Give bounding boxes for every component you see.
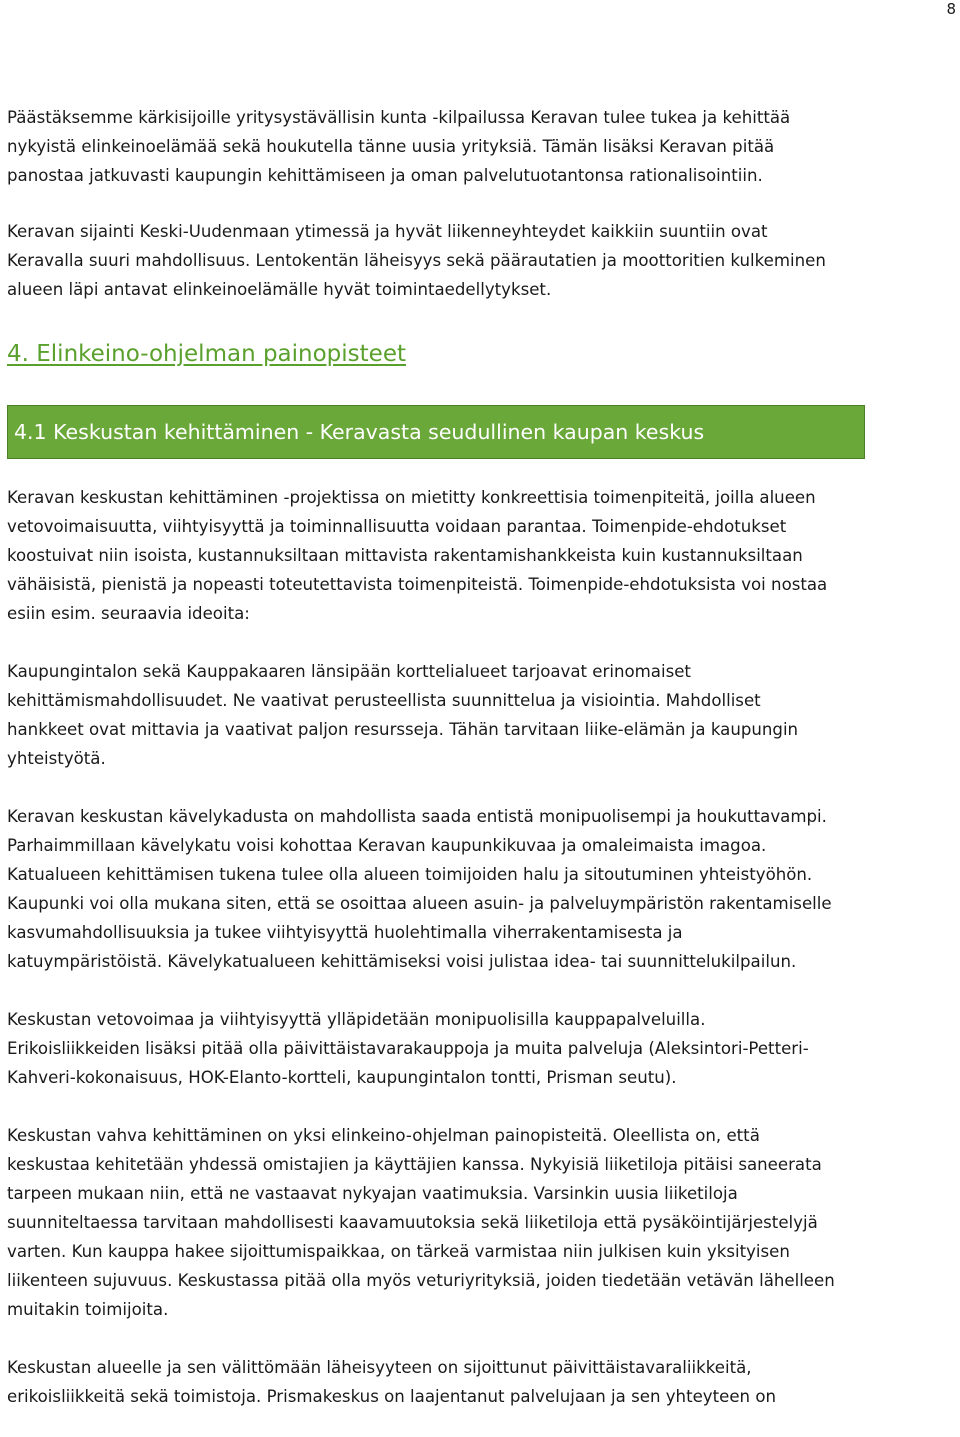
- body-paragraph: Keskustan vahva kehittäminen on yksi elinkeino-ohjelman painopisteitä. Oleellista on, että keskustaa kehitetään yhdessä omistajien ja käyttäjien kanssa. Nykyisiä liiketiloja pitäisi saneerata tarpeen mukaan niin, että ne vastaavat nykyajan vaatimuksia. Varsinkin uusia liiketiloja suunniteltaessa tarvitaan mahdollisesti kaavamuutoksia sekä liiketiloja että pysäköintijärjestelyjä varten. Kun kauppa hakee sijoittumispaikkaa, on tärkeä varmistaa niin julkisen kuin yksityisen liikenteen sujuvuus. Keskustassa pitää olla myös veturiyrityksiä, joiden tiedetään vetävän lähelleen muitakin toimijoita.: [7, 1126, 835, 1319]
- body-paragraph: Keravan keskustan kävelykadusta on mahdollista saada entistä monipuolisempi ja houkuttavampi. Parhaimmillaan kävelykatu voisi kohottaa Keravan kaupunkikuvaa ja omaleimaista imagoa. Katualueen kehittämisen tukena tulee olla alueen toimijoiden halu ja sitoutuminen yhteistyöhön. Kaupunki voi olla mukana siten, että se osoittaa alueen asuin- ja palveluympäristön rakentamiselle kasvumahdollisuuksia ja tukee viihtyisyyttä huolehtimalla viherrakentamisesta ja katuympäristöistä. Kävelykatualueen kehittämiseksi voisi julistaa idea- tai suunnittelukilpailun.: [7, 807, 832, 971]
- subsection-heading-box: [7, 405, 865, 459]
- subsection-title: 4.1 Keskustan kehittäminen - Keravasta seudullinen kaupan keskus: [14, 420, 705, 444]
- body-paragraph: Kaupungintalon sekä Kauppakaaren länsipään korttelialueet tarjoavat erinomaiset kehittämismahdollisuudet. Ne vaativat perusteellista suunnittelua ja visiointia. Mahdolliset hankkeet ovat mittavia ja vaativat paljon resursseja. Tähän tarvitaan liike-elämän ja kaupungin yhteistyötä.: [7, 662, 799, 768]
- intro-paragraph: Keravan sijainti Keski-Uudenmaan ytimessä ja hyvät liikenneyhteydet kaikkiin suuntiin ovat Keravalla suuri mahdollisuus. Lentokentän läheisyys sekä päärautatien ja moottoritien kulkeminen alueen läpi antavat elinkeinoelämälle hyvät toimintaedellytykset.: [7, 222, 826, 299]
- page-number: 8: [946, 0, 956, 18]
- page-content: [7, 103, 955, 1411]
- intro-paragraph: Päästäksemme kärkisijoille yritysystävällisin kunta -kilpailussa Keravan tulee tukea ja kehittää nykyistä elinkeinoelämää sekä houkutella tänne uusia yrityksiä. Tämän lisäksi Keravan pitää panostaa jatkuvasti kaupungin kehittämiseen ja oman palvelutuotantonsa rationalisointiin.: [7, 108, 791, 185]
- body-paragraph: Keskustan vetovoimaa ja viihtyisyyttä ylläpidetään monipuolisilla kauppapalveluilla. Erikoisliikkeiden lisäksi pitää olla päivittäistavarakauppoja ja muita palveluja (Aleksintori-Petteri- Kahveri-kokonaisuus, HOK-Elanto-kortteli, kaupungintalon tontti, Prisman seutu).: [7, 1010, 809, 1087]
- body-paragraph: Keravan keskustan kehittäminen -projektissa on mietitty konkreettisia toimenpiteitä, joilla alueen vetovoimaisuutta, viihtyisyyttä ja toiminnallisuutta voidaan parantaa. Toimenpide-ehdotukset koostuivat niin isoista, kustannuksiltaan mittavista rakentamishankkeista kuin kustannuksiltaan vähäisistä, pienistä ja nopeasti toteutettavista toimenpiteistä. Toimenpide-ehdotuksista voi nostaa esiin esim. seuraavia ideoita:: [7, 488, 828, 623]
- section-heading: 4. Elinkeino-ohjelman painopisteet: [7, 341, 406, 367]
- body-paragraph: Keskustan alueelle ja sen välittömään läheisyyteen on sijoittunut päivittäistavaraliikkeitä, erikoisliikkeitä sekä toimistoja. Prismakeskus on laajentanut palvelujaan ja sen yhteyteen on: [7, 1358, 776, 1406]
